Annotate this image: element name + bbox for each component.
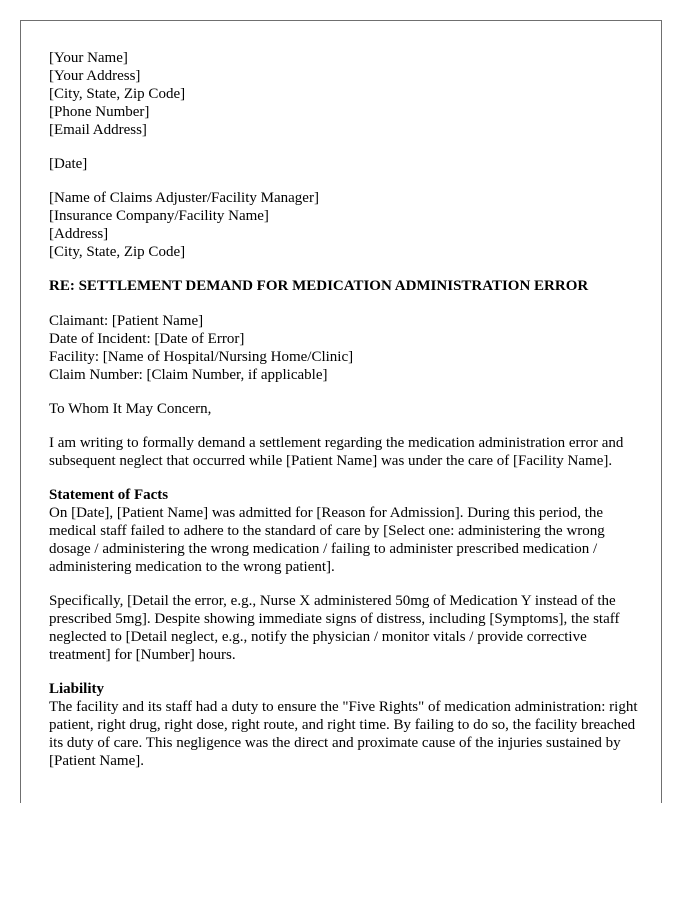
recipient-address: [Address] xyxy=(49,226,109,242)
facts-paragraph-1: On [Date], [Patient Name] was admitted for [Reason for Admission]. During this period, the medical staff failed to adhere to the standard of care by [Select one: administering the wrong dosage / administering the wrong medication / failing to administer prescribed medication / administering medication to the wrong patient]. xyxy=(49,505,605,575)
sender-name: [Your Name] xyxy=(49,50,128,66)
sender-city-state-zip: [City, State, Zip Code] xyxy=(49,86,186,102)
date-block xyxy=(49,155,649,173)
liability-paragraph: The facility and its staff had a duty to ensure the "Five Rights" of medication administration: right patient, right drug, right dose, right route, and right time. By failing to do so, the facility breached its duty of care. This negligence was the direct and proximate cause of the injuries sustained by [Patient Name]. xyxy=(49,699,638,769)
facts-heading: Statement of Facts xyxy=(49,487,169,503)
recipient-city-state-zip: [City, State, Zip Code] xyxy=(49,244,186,260)
sender-phone: [Phone Number] xyxy=(49,104,150,120)
letter-content xyxy=(49,49,649,786)
intro-paragraph: I am writing to formally demand a settlement regarding the medication administration error and subsequent neglect that occurred while [Patient Name] was under the care of [Facility Name]. xyxy=(49,435,624,469)
sender-block xyxy=(49,49,649,139)
sender-address: [Your Address] xyxy=(49,68,141,84)
letter-page xyxy=(20,20,662,803)
claimant-line: Claimant: [Patient Name] xyxy=(49,313,204,329)
facts-paragraph-2: Specifically, [Detail the error, e.g., Nurse X administered 50mg of Medication Y instead of the prescribed 5mg]. Despite showing immediate signs of distress, including [Symptoms], the staff neglected to [Detail neglect, e.g., notify the physician / monitor vitals / provide corrective treatment] for [Number] hours. xyxy=(49,593,620,663)
recipient-name: [Name of Claims Adjuster/Facility Manager] xyxy=(49,190,319,206)
sender-email: [Email Address] xyxy=(49,122,147,138)
liability-heading: Liability xyxy=(49,681,105,697)
subject-line: RE: SETTLEMENT DEMAND FOR MEDICATION ADMINISTRATION ERROR xyxy=(49,278,589,294)
salutation: To Whom It May Concern, xyxy=(49,401,212,417)
facts-section xyxy=(49,486,649,664)
claim-number-line: Claim Number: [Claim Number, if applicable] xyxy=(49,367,328,383)
letter-date: [Date] xyxy=(49,156,88,172)
facility-line: Facility: [Name of Hospital/Nursing Home/Clinic] xyxy=(49,349,354,365)
recipient-company: [Insurance Company/Facility Name] xyxy=(49,208,269,224)
claim-info-block xyxy=(49,312,649,384)
liability-section xyxy=(49,680,649,770)
incident-date-line: Date of Incident: [Date of Error] xyxy=(49,331,245,347)
recipient-block xyxy=(49,189,649,261)
